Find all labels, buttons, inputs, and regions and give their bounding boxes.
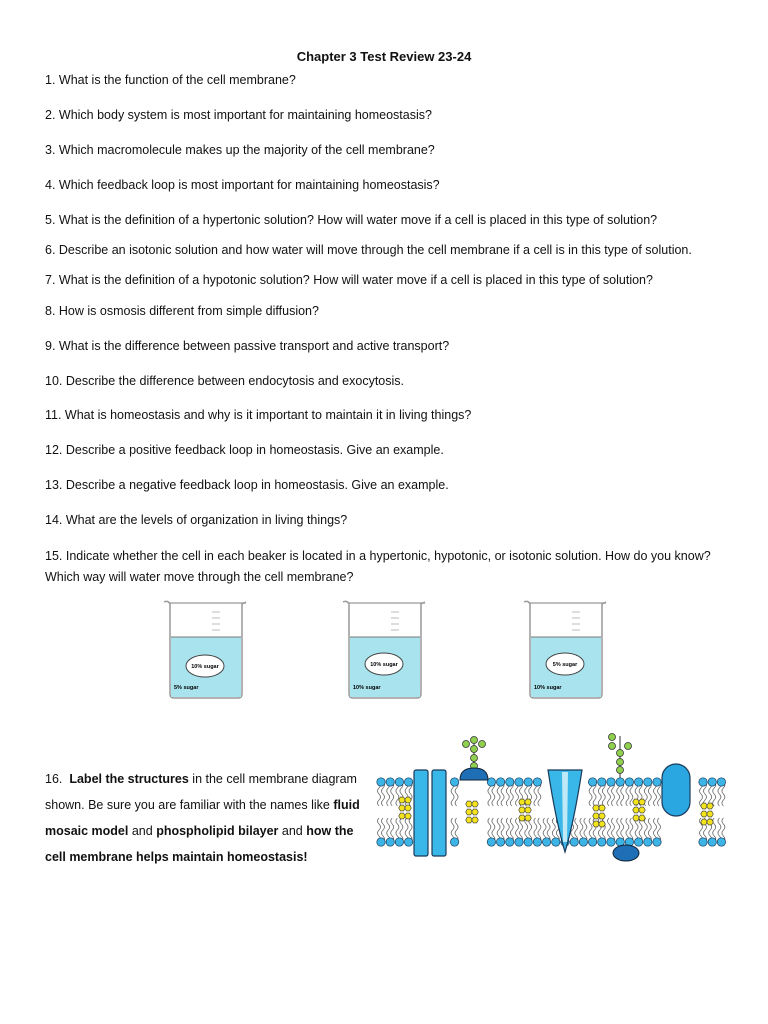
glycoprotein-left xyxy=(460,737,488,781)
beaker-3-solution-label: 10% sugar xyxy=(534,685,562,691)
beaker-2-cell-label: 10% sugar xyxy=(370,662,398,668)
beaker-3-cell-label: 5% sugar xyxy=(552,662,578,668)
beaker-1-solution-label: 5% sugar xyxy=(174,685,199,691)
question-6: 6. Describe an isotonic solution and how water will move through the cell membrane if a cell is in this type of solution. xyxy=(45,243,692,257)
channel-protein-left-b xyxy=(432,770,446,856)
question-5: 5. What is the definition of a hypertonic solution? How will water move if a cell is placed in this type of solution? xyxy=(45,213,658,227)
page-title: Chapter 3 Test Review 23-24 xyxy=(296,49,472,64)
q16-text-3: and xyxy=(278,824,307,838)
q16-bold-1: Label the structures xyxy=(69,772,189,786)
question-1: 1. What is the function of the cell membrane? xyxy=(45,73,296,87)
question-8: 8. How is osmosis different from simple diffusion? xyxy=(45,304,319,318)
beaker-2 xyxy=(339,598,431,702)
question-9: 9. What is the difference between passive transport and active transport? xyxy=(45,339,450,353)
channel-protein-left-a xyxy=(414,770,428,856)
question-13: 13. Describe a negative feedback loop in homeostasis. Give an example. xyxy=(45,478,449,492)
beaker-1-cell-label: 10% sugar xyxy=(191,664,219,670)
beaker-2-solution-label: 10% sugar xyxy=(353,685,381,691)
question-2: 2. Which body system is most important for maintaining homeostasis? xyxy=(45,108,432,122)
integral-protein-right xyxy=(662,764,690,816)
q16-bold-4: how the cell membrane helps maintain homeostasis! xyxy=(45,824,354,864)
question-15: 15. Indicate whether the cell in each beaker is located in a hypertonic, hypotonic, or isotonic solution. How do you know? Which way will water move through the cell membrane? xyxy=(45,549,711,584)
glycolipid xyxy=(609,734,632,779)
question-7: 7. What is the definition of a hypotonic solution? How will water move if a cell is placed in this type of solution? xyxy=(45,273,653,287)
q16-bold-2: fluid mosaic model xyxy=(45,798,360,838)
q16-bold-3: phospholipid bilayer xyxy=(156,824,279,838)
cell-membrane-diagram xyxy=(374,722,726,864)
beaker-3 xyxy=(520,598,612,702)
question-12: 12. Describe a positive feedback loop in homeostasis. Give an example. xyxy=(45,443,444,457)
question-4: 4. Which feedback loop is most important for maintaining homeostasis? xyxy=(45,178,440,192)
q16-text-1: in the cell membrane diagram shown. Be sure you are familiar with the names like xyxy=(45,772,357,812)
beaker-1 xyxy=(160,598,252,702)
question-10: 10. Describe the difference between endocytosis and exocytosis. xyxy=(45,374,405,388)
question-11: 11. What is homeostasis and why is it important to maintain it in living things? xyxy=(45,408,472,422)
question-3: 3. Which macromolecule makes up the majority of the cell membrane? xyxy=(45,143,435,157)
q16-text-2: and xyxy=(128,824,157,838)
question-14: 14. What are the levels of organization in living things? xyxy=(45,513,348,527)
peripheral-protein xyxy=(613,845,639,861)
question-16 xyxy=(45,766,375,870)
q16-number: 16. xyxy=(45,772,63,786)
